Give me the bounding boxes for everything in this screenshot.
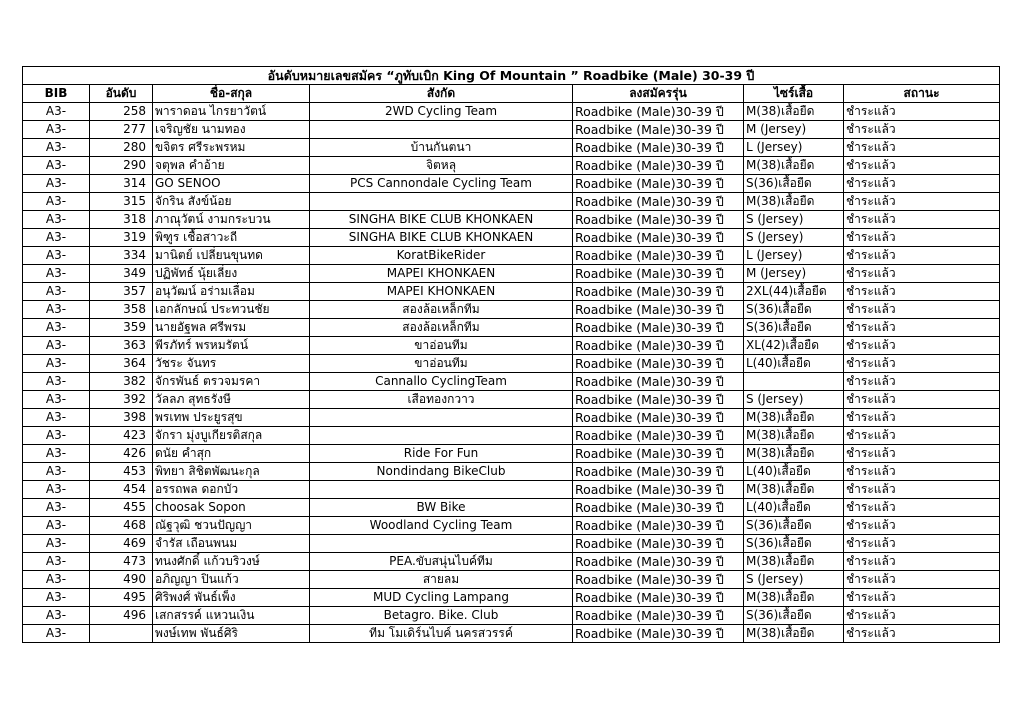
bib-cell: A3- [23, 499, 90, 517]
shirt-size-cell: M(38)เสื้อยืด [744, 103, 844, 121]
bib-cell: A3- [23, 625, 90, 643]
rank-cell: 258 [90, 103, 153, 121]
rank-cell: 364 [90, 355, 153, 373]
category-cell: Roadbike (Male)30-39 ปี [573, 265, 744, 283]
club-cell: สองล้อเหล็กทีม [310, 301, 573, 319]
name-cell: พรเทพ ประยูรสุข [153, 409, 310, 427]
name-cell: ขจิตร ศรีระพรหม [153, 139, 310, 157]
rank-cell: 319 [90, 229, 153, 247]
column-header-rank: อันดับ [90, 85, 153, 103]
rank-cell [90, 625, 153, 643]
payment-status-cell: ชำระแล้ว [844, 121, 1000, 139]
category-cell: Roadbike (Male)30-39 ปี [573, 427, 744, 445]
bib-cell: A3- [23, 463, 90, 481]
club-cell: PEA.ขับสนุ่นไบค์ทีม [310, 553, 573, 571]
payment-status-cell: ชำระแล้ว [844, 535, 1000, 553]
bib-cell: A3- [23, 427, 90, 445]
payment-status-cell: ชำระแล้ว [844, 517, 1000, 535]
bib-cell: A3- [23, 607, 90, 625]
category-cell: Roadbike (Male)30-39 ปี [573, 319, 744, 337]
bib-cell: A3- [23, 139, 90, 157]
rank-cell: 392 [90, 391, 153, 409]
category-cell: Roadbike (Male)30-39 ปี [573, 283, 744, 301]
table-row [23, 499, 1000, 517]
name-cell: นายอัฐพล ศรีพรม [153, 319, 310, 337]
category-cell: Roadbike (Male)30-39 ปี [573, 373, 744, 391]
bib-cell: A3- [23, 553, 90, 571]
bib-cell: A3- [23, 481, 90, 499]
rank-cell: 334 [90, 247, 153, 265]
rank-cell: 423 [90, 427, 153, 445]
table-row [23, 319, 1000, 337]
shirt-size-cell: XL(42)เสื้อยืด [744, 337, 844, 355]
shirt-size-cell: M(38)เสื้อยืด [744, 445, 844, 463]
bib-cell: A3- [23, 283, 90, 301]
column-header-name: ชื่อ-สกุล [153, 85, 310, 103]
rank-cell: 473 [90, 553, 153, 571]
table-row [23, 301, 1000, 319]
name-cell: จักรพันธ์ ตรวจมรคา [153, 373, 310, 391]
category-cell: Roadbike (Male)30-39 ปี [573, 535, 744, 553]
rank-cell: 426 [90, 445, 153, 463]
table-row [23, 121, 1000, 139]
category-cell: Roadbike (Male)30-39 ปี [573, 553, 744, 571]
table-row [23, 283, 1000, 301]
payment-status-cell: ชำระแล้ว [844, 103, 1000, 121]
rank-cell: 318 [90, 211, 153, 229]
bib-cell: A3- [23, 301, 90, 319]
club-cell: ขาอ่อนทีม [310, 337, 573, 355]
table-row [23, 589, 1000, 607]
payment-status-cell: ชำระแล้ว [844, 337, 1000, 355]
table-row [23, 409, 1000, 427]
bib-cell: A3- [23, 409, 90, 427]
shirt-size-cell: M(38)เสื้อยืด [744, 193, 844, 211]
table-row [23, 445, 1000, 463]
shirt-size-cell: S(36)เสื้อยืด [744, 517, 844, 535]
payment-status-cell: ชำระแล้ว [844, 445, 1000, 463]
shirt-size-cell: S (Jersey) [744, 571, 844, 589]
club-cell: Nondindang BikeClub [310, 463, 573, 481]
club-cell: ทีม โมเดิร์นไบค์ นครสวรรค์ [310, 625, 573, 643]
rank-cell: 315 [90, 193, 153, 211]
name-cell: จักริน สังข์น้อย [153, 193, 310, 211]
club-cell: ขาอ่อนทีม [310, 355, 573, 373]
bib-cell: A3- [23, 157, 90, 175]
table-row [23, 355, 1000, 373]
rank-cell: 359 [90, 319, 153, 337]
payment-status-cell: ชำระแล้ว [844, 193, 1000, 211]
rank-cell: 495 [90, 589, 153, 607]
bib-cell: A3- [23, 319, 90, 337]
payment-status-cell: ชำระแล้ว [844, 139, 1000, 157]
table-row [23, 427, 1000, 445]
category-cell: Roadbike (Male)30-39 ปี [573, 103, 744, 121]
category-cell: Roadbike (Male)30-39 ปี [573, 211, 744, 229]
club-cell: 2WD Cycling Team [310, 103, 573, 121]
name-cell: พาราดอน ไกรยาวัตน์ [153, 103, 310, 121]
payment-status-cell: ชำระแล้ว [844, 571, 1000, 589]
payment-status-cell: ชำระแล้ว [844, 355, 1000, 373]
table-row [23, 391, 1000, 409]
category-cell: Roadbike (Male)30-39 ปี [573, 625, 744, 643]
name-cell: ภาณุวัตน์ งามกระบวน [153, 211, 310, 229]
category-cell: Roadbike (Male)30-39 ปี [573, 355, 744, 373]
table-row [23, 625, 1000, 643]
shirt-size-cell: M(38)เสื้อยืด [744, 157, 844, 175]
payment-status-cell: ชำระแล้ว [844, 499, 1000, 517]
bib-cell: A3- [23, 373, 90, 391]
rank-cell: 454 [90, 481, 153, 499]
category-cell: Roadbike (Male)30-39 ปี [573, 571, 744, 589]
name-cell: จตุพล คำอ้าย [153, 157, 310, 175]
name-cell: วัชระ จันทร [153, 355, 310, 373]
club-cell [310, 535, 573, 553]
name-cell: เสกสรรค์ แหวนเงิน [153, 607, 310, 625]
club-cell: MAPEI KHONKAEN [310, 265, 573, 283]
header-row [23, 85, 1000, 103]
payment-status-cell: ชำระแล้ว [844, 409, 1000, 427]
shirt-size-cell: 2XL(44)เสื้อยืด [744, 283, 844, 301]
name-cell: ศิริพงศ์ พันธ์เพ็ง [153, 589, 310, 607]
name-cell: จำรัส เถือนพนม [153, 535, 310, 553]
bib-cell: A3- [23, 121, 90, 139]
shirt-size-cell: S(36)เสื้อยืด [744, 535, 844, 553]
table-row [23, 517, 1000, 535]
club-cell: PCS Cannondale Cycling Team [310, 175, 573, 193]
club-cell: MAPEI KHONKAEN [310, 283, 573, 301]
table-row [23, 157, 1000, 175]
club-cell: บ้านกันตนา [310, 139, 573, 157]
category-cell: Roadbike (Male)30-39 ปี [573, 229, 744, 247]
shirt-size-cell: M(38)เสื้อยืด [744, 589, 844, 607]
bib-cell: A3- [23, 265, 90, 283]
category-cell: Roadbike (Male)30-39 ปี [573, 175, 744, 193]
name-cell: เอกลักษณ์ ประทวนชัย [153, 301, 310, 319]
rank-cell: 455 [90, 499, 153, 517]
club-cell [310, 193, 573, 211]
table-row [23, 103, 1000, 121]
club-cell: เสือทองกวาว [310, 391, 573, 409]
shirt-size-cell: M(38)เสื้อยืด [744, 409, 844, 427]
name-cell: GO SENOO [153, 175, 310, 193]
shirt-size-cell: M (Jersey) [744, 121, 844, 139]
club-cell: สองล้อเหล็กทีม [310, 319, 573, 337]
table-row [23, 193, 1000, 211]
club-cell: สายลม [310, 571, 573, 589]
rank-cell: 357 [90, 283, 153, 301]
club-cell: Woodland Cycling Team [310, 517, 573, 535]
rank-cell: 290 [90, 157, 153, 175]
category-cell: Roadbike (Male)30-39 ปี [573, 409, 744, 427]
payment-status-cell: ชำระแล้ว [844, 265, 1000, 283]
rank-cell: 468 [90, 517, 153, 535]
table-row [23, 535, 1000, 553]
category-cell: Roadbike (Male)30-39 ปี [573, 445, 744, 463]
table-row [23, 229, 1000, 247]
payment-status-cell: ชำระแล้ว [844, 553, 1000, 571]
payment-status-cell: ชำระแล้ว [844, 463, 1000, 481]
club-cell: BW Bike [310, 499, 573, 517]
bib-cell: A3- [23, 517, 90, 535]
bib-cell: A3- [23, 103, 90, 121]
column-header-status: สถานะ [844, 85, 1000, 103]
table-row [23, 463, 1000, 481]
name-cell: ปฏิพัทธ์ นุ้ยเลี่ยง [153, 265, 310, 283]
name-cell: จักรา มุ่งบูเกียรติสกุล [153, 427, 310, 445]
club-cell: จิตหลุ [310, 157, 573, 175]
bib-cell: A3- [23, 355, 90, 373]
payment-status-cell: ชำระแล้ว [844, 283, 1000, 301]
name-cell: เจริญชัย นามทอง [153, 121, 310, 139]
shirt-size-cell [744, 373, 844, 391]
registration-table [22, 66, 1000, 643]
shirt-size-cell: S(36)เสื้อยืด [744, 607, 844, 625]
table-row [23, 571, 1000, 589]
name-cell: อภิญญา ปินแก้ว [153, 571, 310, 589]
payment-status-cell: ชำระแล้ว [844, 625, 1000, 643]
category-cell: Roadbike (Male)30-39 ปี [573, 517, 744, 535]
rank-cell: 314 [90, 175, 153, 193]
club-cell: Betagro. Bike. Club [310, 607, 573, 625]
category-cell: Roadbike (Male)30-39 ปี [573, 589, 744, 607]
table-row [23, 247, 1000, 265]
shirt-size-cell: M(38)เสื้อยืด [744, 625, 844, 643]
payment-status-cell: ชำระแล้ว [844, 157, 1000, 175]
name-cell: ทนงศักดิ์ แก้วบริวงษ์ [153, 553, 310, 571]
payment-status-cell: ชำระแล้ว [844, 391, 1000, 409]
payment-status-cell: ชำระแล้ว [844, 373, 1000, 391]
table-row [23, 553, 1000, 571]
table-row [23, 211, 1000, 229]
category-cell: Roadbike (Male)30-39 ปี [573, 391, 744, 409]
payment-status-cell: ชำระแล้ว [844, 211, 1000, 229]
rank-cell: 453 [90, 463, 153, 481]
category-cell: Roadbike (Male)30-39 ปี [573, 139, 744, 157]
bib-cell: A3- [23, 535, 90, 553]
bib-cell: A3- [23, 445, 90, 463]
bib-cell: A3- [23, 193, 90, 211]
column-header-club: สังกัด [310, 85, 573, 103]
shirt-size-cell: S (Jersey) [744, 391, 844, 409]
shirt-size-cell: S(36)เสื้อยืด [744, 301, 844, 319]
table-body [23, 103, 1000, 643]
category-cell: Roadbike (Male)30-39 ปี [573, 481, 744, 499]
name-cell: ณัฐวุฒิ ชวนปัญญา [153, 517, 310, 535]
column-header-size: ไซร์เสื้อ [744, 85, 844, 103]
club-cell: MUD Cycling Lampang [310, 589, 573, 607]
payment-status-cell: ชำระแล้ว [844, 319, 1000, 337]
category-cell: Roadbike (Male)30-39 ปี [573, 121, 744, 139]
bib-cell: A3- [23, 211, 90, 229]
rank-cell: 349 [90, 265, 153, 283]
club-cell [310, 427, 573, 445]
bib-cell: A3- [23, 337, 90, 355]
table-row [23, 373, 1000, 391]
rank-cell: 280 [90, 139, 153, 157]
payment-status-cell: ชำระแล้ว [844, 481, 1000, 499]
bib-cell: A3- [23, 589, 90, 607]
payment-status-cell: ชำระแล้ว [844, 607, 1000, 625]
name-cell: พงษ์เทพ พันธ์ศิริ [153, 625, 310, 643]
shirt-size-cell: L(40)เสื้อยืด [744, 463, 844, 481]
rank-cell: 277 [90, 121, 153, 139]
bib-cell: A3- [23, 391, 90, 409]
club-cell [310, 409, 573, 427]
rank-cell: 358 [90, 301, 153, 319]
shirt-size-cell: M (Jersey) [744, 265, 844, 283]
table-row [23, 175, 1000, 193]
payment-status-cell: ชำระแล้ว [844, 427, 1000, 445]
shirt-size-cell: S(36)เสื้อยืด [744, 175, 844, 193]
club-cell: SINGHA BIKE CLUB KHONKAEN [310, 229, 573, 247]
name-cell: อรรถพล ดอกบัว [153, 481, 310, 499]
shirt-size-cell: M(38)เสื้อยืด [744, 553, 844, 571]
payment-status-cell: ชำระแล้ว [844, 175, 1000, 193]
shirt-size-cell: S (Jersey) [744, 211, 844, 229]
shirt-size-cell: L(40)เสื้อยืด [744, 355, 844, 373]
category-cell: Roadbike (Male)30-39 ปี [573, 499, 744, 517]
name-cell: ดนัย คำสุก [153, 445, 310, 463]
rank-cell: 382 [90, 373, 153, 391]
rank-cell: 398 [90, 409, 153, 427]
shirt-size-cell: S (Jersey) [744, 229, 844, 247]
bib-cell: A3- [23, 247, 90, 265]
table-row [23, 481, 1000, 499]
payment-status-cell: ชำระแล้ว [844, 301, 1000, 319]
rank-cell: 490 [90, 571, 153, 589]
table-row [23, 607, 1000, 625]
rank-cell: 363 [90, 337, 153, 355]
table-row [23, 337, 1000, 355]
bib-cell: A3- [23, 571, 90, 589]
shirt-size-cell: M(38)เสื้อยืด [744, 481, 844, 499]
bib-cell: A3- [23, 229, 90, 247]
shirt-size-cell: L (Jersey) [744, 139, 844, 157]
club-cell: Ride For Fun [310, 445, 573, 463]
category-cell: Roadbike (Male)30-39 ปี [573, 607, 744, 625]
column-header-category: ลงสมัครรุ่น [573, 85, 744, 103]
rank-cell: 496 [90, 607, 153, 625]
shirt-size-cell: S(36)เสื้อยืด [744, 319, 844, 337]
document-title: อันดับหมายเลขสมัคร “ภูทับเบิก King Of Mountain ” Roadbike (Male) 30-39 ปี [23, 67, 1000, 85]
category-cell: Roadbike (Male)30-39 ปี [573, 247, 744, 265]
category-cell: Roadbike (Male)30-39 ปี [573, 301, 744, 319]
category-cell: Roadbike (Male)30-39 ปี [573, 463, 744, 481]
payment-status-cell: ชำระแล้ว [844, 229, 1000, 247]
payment-status-cell: ชำระแล้ว [844, 247, 1000, 265]
table-row [23, 265, 1000, 283]
club-cell: Cannallo CyclingTeam [310, 373, 573, 391]
name-cell: พิทยา สิชิตพัฒนะกุล [153, 463, 310, 481]
name-cell: อนุวัฒน์ อร่ามเลื่อม [153, 283, 310, 301]
column-header-bib: BIB [23, 85, 90, 103]
shirt-size-cell: L(40)เสื้อยืด [744, 499, 844, 517]
bib-cell: A3- [23, 175, 90, 193]
shirt-size-cell: M(38)เสื้อยืด [744, 427, 844, 445]
category-cell: Roadbike (Male)30-39 ปี [573, 157, 744, 175]
shirt-size-cell: L (Jersey) [744, 247, 844, 265]
category-cell: Roadbike (Male)30-39 ปี [573, 193, 744, 211]
name-cell: พิฑูร เชื้อสาวะถี [153, 229, 310, 247]
club-cell: KoratBikeRider [310, 247, 573, 265]
name-cell: พีรภัทร์ พรหมรัตน์ [153, 337, 310, 355]
club-cell [310, 481, 573, 499]
rank-cell: 469 [90, 535, 153, 553]
title-row [23, 67, 1000, 85]
name-cell: วัลลภ สุทธรังษี [153, 391, 310, 409]
name-cell: choosak Sopon [153, 499, 310, 517]
club-cell [310, 121, 573, 139]
category-cell: Roadbike (Male)30-39 ปี [573, 337, 744, 355]
club-cell: SINGHA BIKE CLUB KHONKAEN [310, 211, 573, 229]
payment-status-cell: ชำระแล้ว [844, 589, 1000, 607]
table-row [23, 139, 1000, 157]
name-cell: มานิตย์ เปลี่ยนขุนทด [153, 247, 310, 265]
